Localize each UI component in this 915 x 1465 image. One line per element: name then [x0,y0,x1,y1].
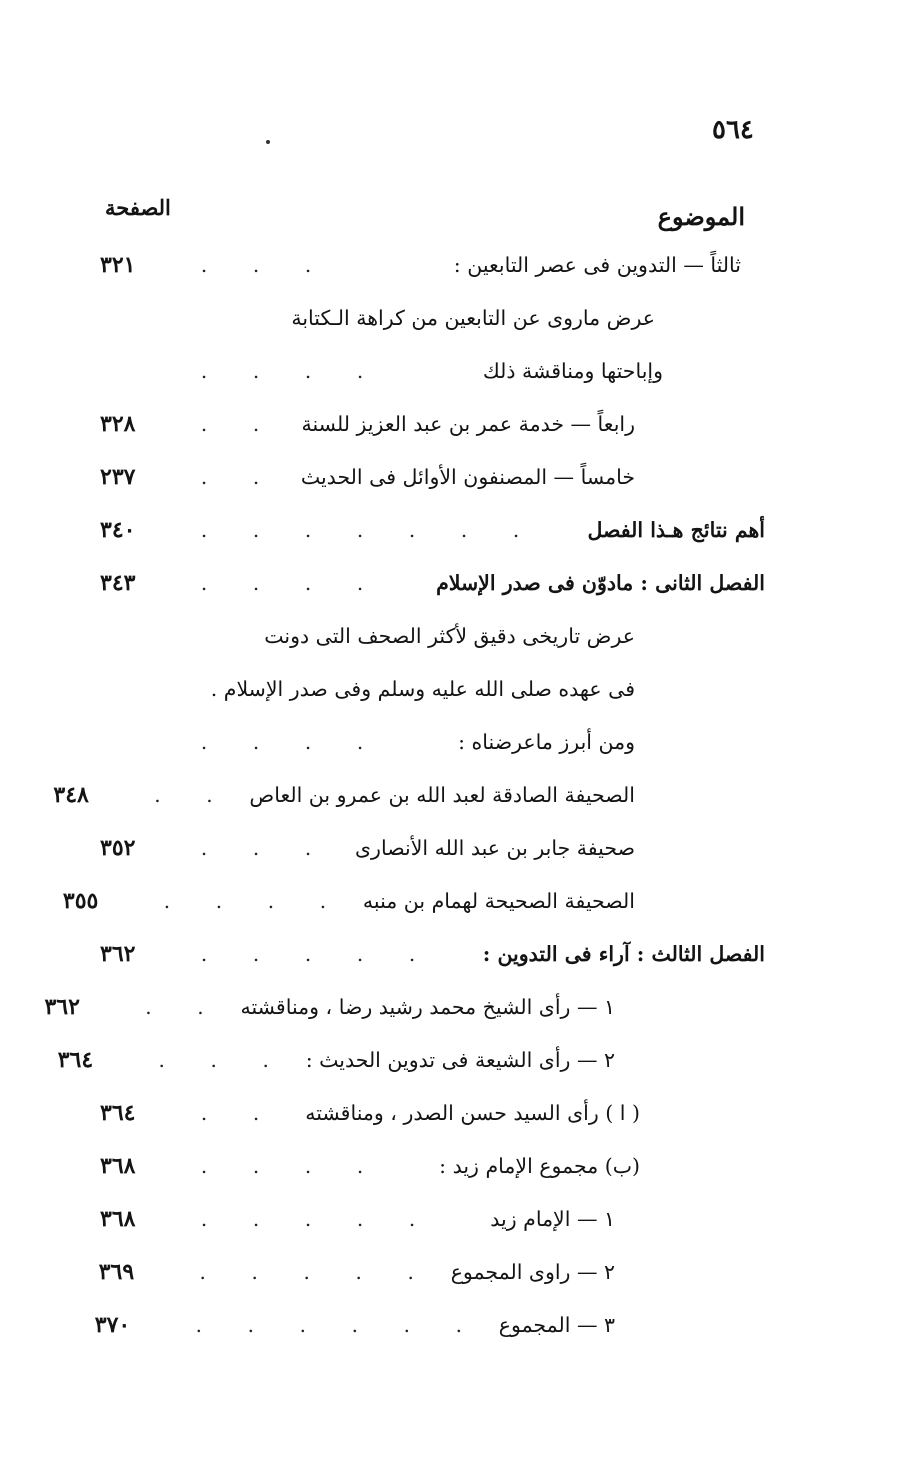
header-topic: الموضوع [657,202,745,231]
toc-entry: رابعاً — خدمة عمر بن عبد العزيز للسنة [301,411,635,436]
toc-page: ٣٦٤ [100,1099,136,1126]
toc-page: ٣٦٢ [100,940,136,967]
toc-row [94,1298,765,1351]
toc-row [100,450,765,503]
dot-leader: . . . [200,252,312,277]
toc-page: ٣٦٩ [98,1258,135,1285]
dot-leader: . . . . [200,729,364,754]
toc-entry: عرض ماروى عن التابعين من كراهة الـكتابة [291,305,655,330]
toc-entry: ومن أبرز ماعرضناه : [458,729,635,754]
header-page: الصفحة [105,195,171,220]
toc-row [100,291,765,344]
toc-entry: ١ — رأى الشيخ محمد رشيد رضا ، ومناقشته [240,994,615,1019]
dot-leader: . . . . . [200,1206,416,1231]
toc-row [100,927,765,980]
toc-entry: ٢ — راوى المجموع [450,1259,615,1284]
dot-leader: . . . . [200,358,364,383]
toc-page: ٣٢١ [100,251,136,278]
toc-page: ٣٥٥ [62,887,99,914]
dot-leader: . . . . [163,888,327,913]
toc-page: ٣٢٨ [100,410,136,437]
toc-row [100,715,765,768]
toc-row [53,768,765,821]
toc-row [100,821,765,874]
toc-entry: ٣ — المجموع [498,1312,615,1337]
toc-entry: صحيفة جابر بن عبد الله الأنصارى [355,835,635,860]
toc-row [100,344,765,397]
ink-speck [266,140,270,144]
toc-row [100,1192,765,1245]
toc-page: ٣٦٨ [100,1205,136,1232]
dot-leader: . . . [158,1047,269,1072]
dot-leader: . . [145,994,204,1019]
toc-entry: ثالثاً — التدوين فى عصر التابعين : [453,252,741,277]
dot-leader: . . . . . . . [200,517,520,542]
toc-row [100,397,765,450]
toc-row [100,1086,765,1139]
toc-page: ٣٦٨ [100,1152,136,1179]
toc-entry: أهم نتائج هـذا الفصل [587,517,765,542]
toc-page: ٣٧٠ [94,1311,131,1338]
dot-leader: . . [200,464,260,489]
toc-entry: عرض تاريخى دقيق لأكثر الصحف التى دونت [264,623,635,648]
toc-page: ٣٥٢ [100,834,136,861]
toc-row [100,556,765,609]
toc-row [100,609,765,662]
toc-entry: الفصل الثانى : مادوّن فى صدر الإسلام [436,570,765,595]
toc-page: ٣٤٣ [100,569,136,596]
toc-row [100,503,765,556]
dot-leader: . . [200,411,260,436]
toc-entry: ( ا ) رأى السيد حسن الصدر ، ومناقشته [305,1100,640,1125]
toc-page: ٣٤٨ [53,781,89,808]
dot-leader: . . . [200,835,312,860]
table-of-contents [44,238,765,1351]
toc-row [62,874,765,927]
dot-leader: . . . . [200,1153,364,1178]
toc-page: ٣٦٤ [57,1046,94,1073]
toc-entry: الصحيفة الصادقة لعبد الله بن عمرو بن العاص [249,782,635,807]
dot-leader: . . . . [200,570,364,595]
toc-row [100,238,765,291]
toc-page: ٢٣٧ [100,463,136,490]
toc-row [100,662,765,715]
page-number: ٥٦٤ [712,115,754,145]
toc-entry: ١ — الإمام زيد [490,1206,615,1231]
dot-leader: . . [154,782,213,807]
toc-page: ٣٤٠ [100,516,136,543]
toc-entry: الصحيفة الصحيحة لهمام بن منبه [362,888,635,913]
toc-entry: خامساً — المصنفون الأوائل فى الحديث [300,464,635,489]
dot-leader: . . . . . [200,941,416,966]
toc-entry: وإباحتها ومناقشة ذلك [482,358,663,383]
dot-leader: . . . . . [199,1259,414,1284]
toc-entry: الفصل الثالث : آراء فى التدوين : [482,941,765,966]
toc-entry: (ب) مجموع الإمام زيد : [439,1153,640,1178]
toc-entry: فى عهده صلى الله عليه وسلم وفى صدر الإسلام . [210,676,635,701]
toc-page: ٣٦٢ [44,993,80,1020]
dot-leader: . . [200,1100,260,1125]
toc-row [44,980,765,1033]
dot-leader: . . . . . . [195,1312,462,1337]
toc-row [100,1245,765,1298]
toc-entry: ٢ — رأى الشيعة فى تدوين الحديث : [305,1047,615,1072]
toc-row [100,1139,765,1192]
toc-row [57,1033,765,1086]
